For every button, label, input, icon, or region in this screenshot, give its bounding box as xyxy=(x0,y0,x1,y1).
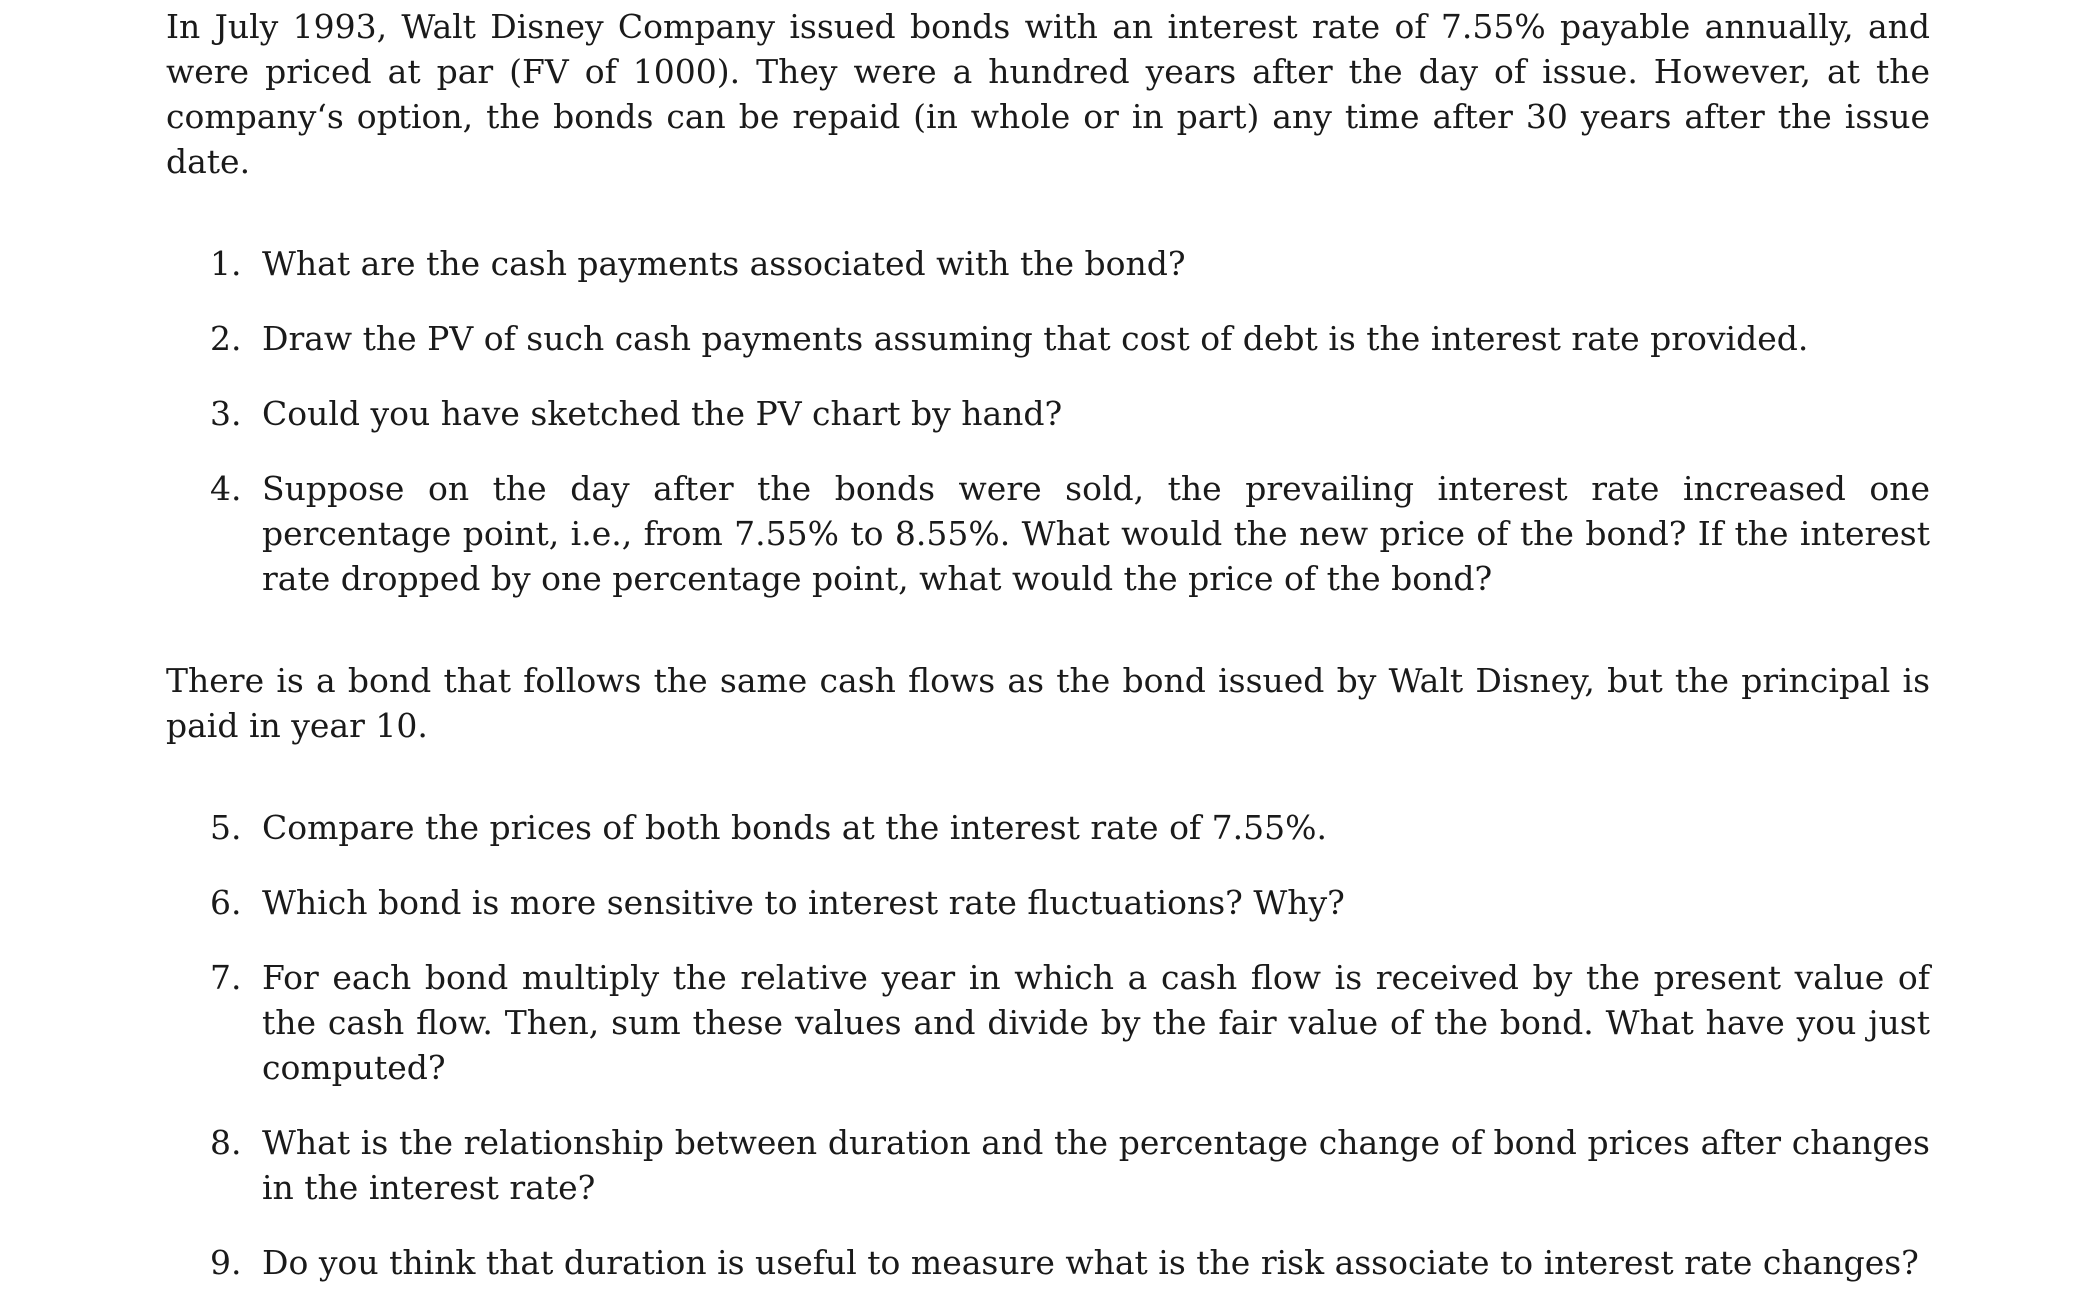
document-page xyxy=(166,4,1930,1285)
question-text: Suppose on the day after the bonds were sold, the prevailing interest rate increased one percentage point, i.e., from 7.55% to 8.55%. What would the new price of the bond? If the interest rate dropped by one percentage point, what would the price of the bond? xyxy=(262,469,1930,598)
question-list-a xyxy=(166,241,1930,601)
question-number: 2. xyxy=(210,319,242,358)
question-text: For each bond multiply the relative year in which a cash flow is received by the present value of the cash flow. Then, sum these values and divide by the fair value of the bond. What have you just computed? xyxy=(262,958,1930,1087)
question-item xyxy=(166,391,1930,436)
question-item xyxy=(166,241,1930,286)
question-item xyxy=(166,880,1930,925)
question-text: What are the cash payments associated with the bond? xyxy=(262,244,1186,283)
question-number: 8. xyxy=(210,1123,242,1162)
question-number: 3. xyxy=(210,394,242,433)
question-item xyxy=(166,1240,1930,1285)
question-number: 6. xyxy=(210,883,242,922)
question-text: Which bond is more sensitive to interest rate fluctuations? Why? xyxy=(262,883,1345,922)
intro-paragraph: In July 1993, Walt Disney Company issued bonds with an interest rate of 7.55% payable annually, and were priced at par (FV of 1000). They were a hundred years after the day of issue. However, at the company‘s option, the bonds can be repaid (in whole or in part) any time after 30 years after the issue date. xyxy=(166,7,1930,181)
question-number: 5. xyxy=(210,808,242,847)
question-text: Compare the prices of both bonds at the interest rate of 7.55%. xyxy=(262,808,1327,847)
question-text: Draw the PV of such cash payments assuming that cost of debt is the interest rate provided. xyxy=(262,319,1809,358)
question-item xyxy=(166,1120,1930,1210)
question-text: What is the relationship between duration and the percentage change of bond prices after changes in the interest rate? xyxy=(262,1123,1930,1207)
question-number: 4. xyxy=(210,469,242,508)
question-number: 1. xyxy=(210,244,242,283)
question-item xyxy=(166,466,1930,601)
question-number: 9. xyxy=(210,1243,242,1282)
question-list-b xyxy=(166,805,1930,1285)
second-bond-paragraph: There is a bond that follows the same cash flows as the bond issued by Walt Disney, but the principal is paid in year 10. xyxy=(166,661,1930,745)
question-text: Could you have sketched the PV chart by hand? xyxy=(262,394,1063,433)
question-item xyxy=(166,955,1930,1090)
question-item xyxy=(166,805,1930,850)
question-item xyxy=(166,316,1930,361)
question-text: Do you think that duration is useful to measure what is the risk associate to interest rate changes? xyxy=(262,1243,1919,1282)
question-number: 7. xyxy=(210,958,242,997)
